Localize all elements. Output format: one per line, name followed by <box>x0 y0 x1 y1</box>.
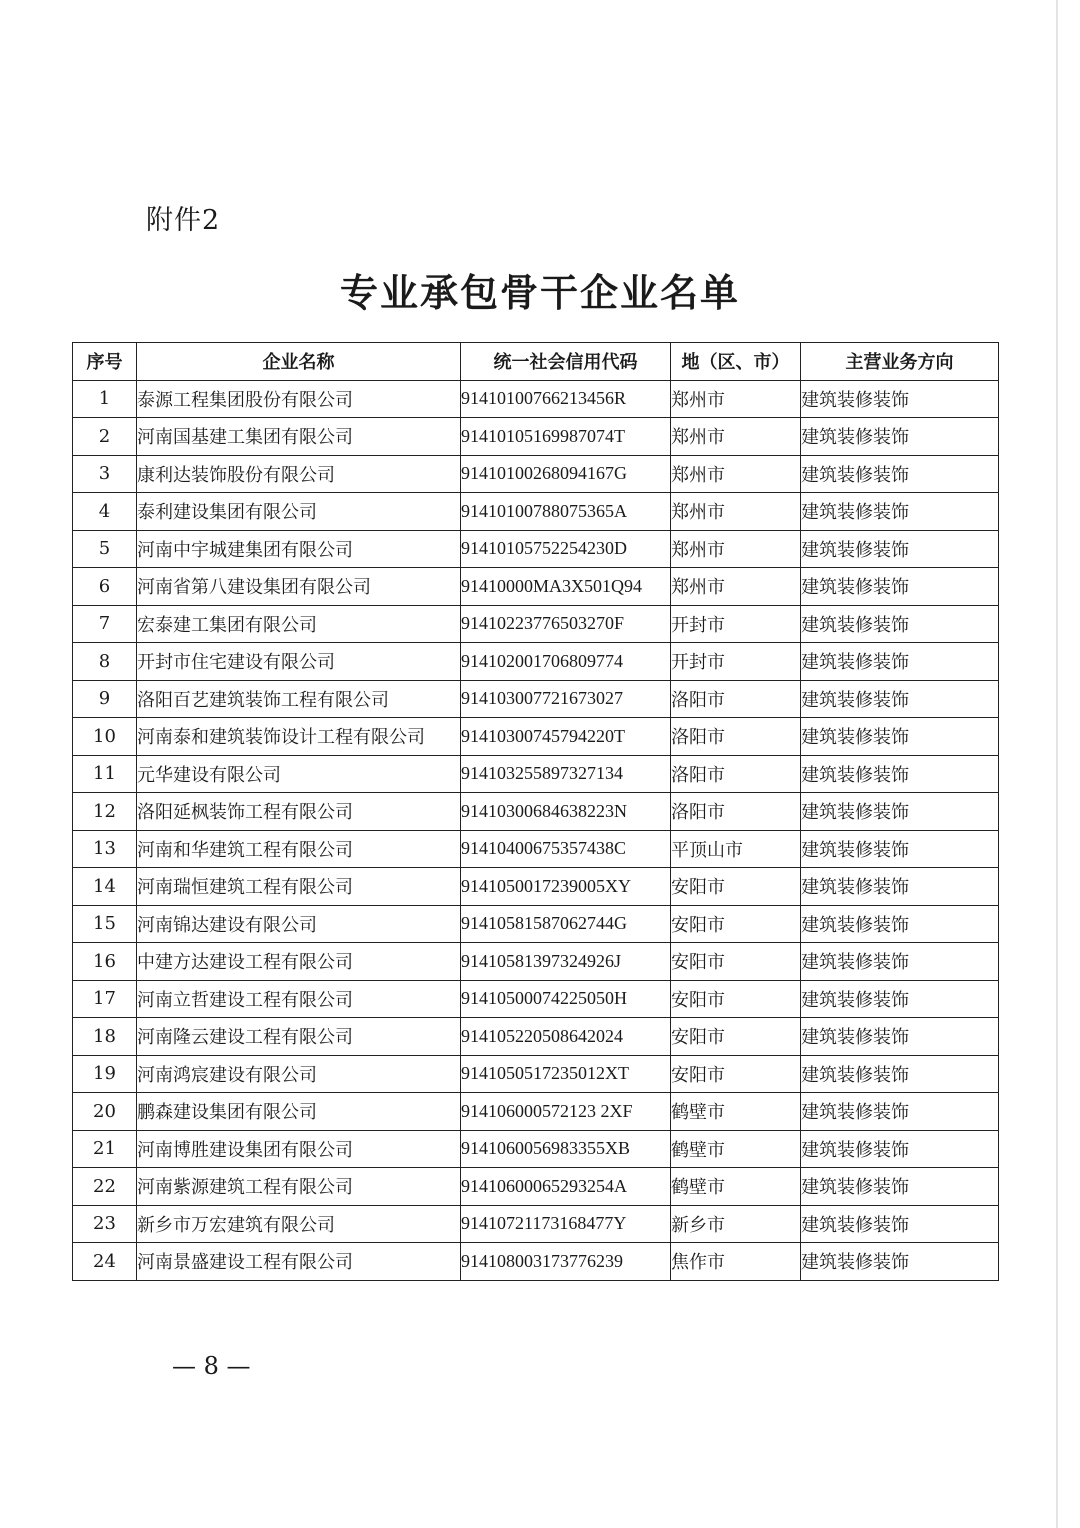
table-row <box>73 1243 999 1281</box>
cell-main-business: 建筑装修装饰 <box>801 530 999 568</box>
table-row <box>73 718 999 756</box>
page-edge-shadow <box>1056 0 1058 1528</box>
cell-main-business: 建筑装修装饰 <box>801 380 999 418</box>
table-row <box>73 980 999 1018</box>
cell-region: 洛阳市 <box>671 680 801 718</box>
cell-company-name: 河南鸿宸建设有限公司 <box>137 1055 461 1093</box>
cell-serial-number: 10 <box>73 718 137 756</box>
cell-main-business: 建筑装修装饰 <box>801 1093 999 1131</box>
cell-credit-code: 91410581397324926J <box>461 943 671 981</box>
cell-region: 焦作市 <box>671 1243 801 1281</box>
cell-company-name: 河南瑞恒建筑工程有限公司 <box>137 868 461 906</box>
cell-main-business: 建筑装修装饰 <box>801 568 999 606</box>
cell-main-business: 建筑装修装饰 <box>801 643 999 681</box>
cell-main-business: 建筑装修装饰 <box>801 793 999 831</box>
cell-company-name: 河南景盛建设工程有限公司 <box>137 1243 461 1281</box>
cell-company-name: 河南中宇城建集团有限公司 <box>137 530 461 568</box>
cell-credit-code: 91410721173168477Y <box>461 1205 671 1243</box>
cell-region: 洛阳市 <box>671 793 801 831</box>
cell-serial-number: 1 <box>73 380 137 418</box>
table-row <box>73 455 999 493</box>
cell-company-name: 开封市住宅建设有限公司 <box>137 643 461 681</box>
header-region: 地（区、市） <box>671 343 801 381</box>
cell-serial-number: 7 <box>73 605 137 643</box>
cell-credit-code: 91410105169987074T <box>461 418 671 456</box>
cell-main-business: 建筑装修装饰 <box>801 493 999 531</box>
cell-serial-number: 15 <box>73 905 137 943</box>
cell-region: 鹤壁市 <box>671 1093 801 1131</box>
cell-credit-code: 91410581587062744G <box>461 905 671 943</box>
cell-serial-number: 3 <box>73 455 137 493</box>
table-row <box>73 493 999 531</box>
cell-region: 新乡市 <box>671 1205 801 1243</box>
cell-credit-code: 91410400675357438C <box>461 830 671 868</box>
cell-company-name: 河南隆云建设工程有限公司 <box>137 1018 461 1056</box>
cell-main-business: 建筑装修装饰 <box>801 1243 999 1281</box>
table-row <box>73 868 999 906</box>
cell-serial-number: 14 <box>73 868 137 906</box>
table-row <box>73 905 999 943</box>
cell-serial-number: 13 <box>73 830 137 868</box>
cell-region: 平顶山市 <box>671 830 801 868</box>
cell-company-name: 泰利建设集团有限公司 <box>137 493 461 531</box>
table-row <box>73 755 999 793</box>
attachment-label: 附件2 <box>146 205 221 236</box>
table-row <box>73 793 999 831</box>
cell-region: 洛阳市 <box>671 755 801 793</box>
table-row <box>73 1205 999 1243</box>
cell-main-business: 建筑装修装饰 <box>801 1168 999 1206</box>
cell-serial-number: 22 <box>73 1168 137 1206</box>
cell-main-business: 建筑装修装饰 <box>801 1205 999 1243</box>
cell-serial-number: 20 <box>73 1093 137 1131</box>
cell-main-business: 建筑装修装饰 <box>801 1018 999 1056</box>
cell-credit-code: 9141050517235012XT <box>461 1055 671 1093</box>
table-row <box>73 1168 999 1206</box>
table-body <box>73 380 999 1280</box>
table-row <box>73 1130 999 1168</box>
cell-serial-number: 18 <box>73 1018 137 1056</box>
table-row <box>73 1055 999 1093</box>
cell-credit-code: 91410300684638223N <box>461 793 671 831</box>
cell-region: 鹤壁市 <box>671 1130 801 1168</box>
cell-credit-code: 914103255897327134 <box>461 755 671 793</box>
cell-company-name: 河南泰和建筑装饰设计工程有限公司 <box>137 718 461 756</box>
cell-main-business: 建筑装修装饰 <box>801 830 999 868</box>
cell-serial-number: 5 <box>73 530 137 568</box>
cell-company-name: 新乡市万宏建筑有限公司 <box>137 1205 461 1243</box>
cell-serial-number: 4 <box>73 493 137 531</box>
cell-main-business: 建筑装修装饰 <box>801 455 999 493</box>
table-row <box>73 380 999 418</box>
cell-region: 郑州市 <box>671 530 801 568</box>
table-row <box>73 530 999 568</box>
cell-company-name: 泰源工程集团股份有限公司 <box>137 380 461 418</box>
cell-credit-code: 91410600065293254A <box>461 1168 671 1206</box>
cell-credit-code: 914108003173776239 <box>461 1243 671 1281</box>
cell-credit-code: 9141050017239005XY <box>461 868 671 906</box>
cell-credit-code: 91410000MA3X501Q94 <box>461 568 671 606</box>
cell-credit-code: 91410100268094167G <box>461 455 671 493</box>
cell-region: 安阳市 <box>671 980 801 1018</box>
cell-credit-code: 91410100788075365A <box>461 493 671 531</box>
cell-region: 郑州市 <box>671 418 801 456</box>
cell-serial-number: 2 <box>73 418 137 456</box>
table-row <box>73 1018 999 1056</box>
cell-serial-number: 9 <box>73 680 137 718</box>
cell-company-name: 鹏森建设集团有限公司 <box>137 1093 461 1131</box>
cell-region: 安阳市 <box>671 1055 801 1093</box>
table-row <box>73 568 999 606</box>
cell-company-name: 中建方达建设工程有限公司 <box>137 943 461 981</box>
cell-serial-number: 16 <box>73 943 137 981</box>
cell-main-business: 建筑装修装饰 <box>801 868 999 906</box>
cell-region: 鹤壁市 <box>671 1168 801 1206</box>
cell-region: 郑州市 <box>671 493 801 531</box>
document-title: 专业承包骨干企业名单 <box>339 270 740 315</box>
cell-credit-code: 9141060056983355XB <box>461 1130 671 1168</box>
cell-main-business: 建筑装修装饰 <box>801 418 999 456</box>
cell-region: 洛阳市 <box>671 718 801 756</box>
cell-credit-code: 914103007721673027 <box>461 680 671 718</box>
cell-credit-code: 914105220508642024 <box>461 1018 671 1056</box>
cell-serial-number: 12 <box>73 793 137 831</box>
table-row <box>73 830 999 868</box>
cell-credit-code: 91410500074225050H <box>461 980 671 1018</box>
cell-main-business: 建筑装修装饰 <box>801 980 999 1018</box>
cell-region: 开封市 <box>671 605 801 643</box>
cell-company-name: 洛阳延枫装饰工程有限公司 <box>137 793 461 831</box>
table-header-row <box>73 343 999 381</box>
cell-region: 郑州市 <box>671 455 801 493</box>
cell-serial-number: 6 <box>73 568 137 606</box>
cell-credit-code: 91410300745794220T <box>461 718 671 756</box>
cell-serial-number: 11 <box>73 755 137 793</box>
cell-main-business: 建筑装修装饰 <box>801 1130 999 1168</box>
cell-serial-number: 17 <box>73 980 137 1018</box>
cell-main-business: 建筑装修装饰 <box>801 943 999 981</box>
cell-region: 安阳市 <box>671 905 801 943</box>
header-credit-code: 统一社会信用代码 <box>461 343 671 381</box>
cell-main-business: 建筑装修装饰 <box>801 605 999 643</box>
cell-company-name: 元华建设有限公司 <box>137 755 461 793</box>
table-row <box>73 605 999 643</box>
cell-company-name: 河南紫源建筑工程有限公司 <box>137 1168 461 1206</box>
cell-region: 安阳市 <box>671 868 801 906</box>
cell-company-name: 河南锦达建设有限公司 <box>137 905 461 943</box>
enterprise-table <box>72 342 999 1281</box>
cell-company-name: 洛阳百艺建筑装饰工程有限公司 <box>137 680 461 718</box>
cell-serial-number: 19 <box>73 1055 137 1093</box>
cell-company-name: 河南博胜建设集团有限公司 <box>137 1130 461 1168</box>
cell-serial-number: 24 <box>73 1243 137 1281</box>
cell-serial-number: 8 <box>73 643 137 681</box>
table-row <box>73 680 999 718</box>
cell-region: 安阳市 <box>671 943 801 981</box>
cell-company-name: 宏泰建工集团有限公司 <box>137 605 461 643</box>
cell-company-name: 河南立哲建设工程有限公司 <box>137 980 461 1018</box>
cell-serial-number: 21 <box>73 1130 137 1168</box>
cell-credit-code: 91410105752254230D <box>461 530 671 568</box>
cell-region: 安阳市 <box>671 1018 801 1056</box>
cell-region: 郑州市 <box>671 380 801 418</box>
cell-credit-code: 914106000572123 2XF <box>461 1093 671 1131</box>
page-number: — 8 — <box>172 1352 251 1380</box>
cell-region: 郑州市 <box>671 568 801 606</box>
cell-company-name: 河南国基建工集团有限公司 <box>137 418 461 456</box>
cell-serial-number: 23 <box>73 1205 137 1243</box>
cell-company-name: 河南省第八建设集团有限公司 <box>137 568 461 606</box>
cell-company-name: 河南和华建筑工程有限公司 <box>137 830 461 868</box>
cell-main-business: 建筑装修装饰 <box>801 755 999 793</box>
cell-region: 开封市 <box>671 643 801 681</box>
header-main-business: 主营业务方向 <box>801 343 999 381</box>
cell-credit-code: 91410100766213456R <box>461 380 671 418</box>
cell-company-name: 康利达装饰股份有限公司 <box>137 455 461 493</box>
cell-credit-code: 91410223776503270F <box>461 605 671 643</box>
cell-credit-code: 914102001706809774 <box>461 643 671 681</box>
header-company-name: 企业名称 <box>137 343 461 381</box>
cell-main-business: 建筑装修装饰 <box>801 680 999 718</box>
table-row <box>73 418 999 456</box>
cell-main-business: 建筑装修装饰 <box>801 718 999 756</box>
table-row <box>73 943 999 981</box>
table-row <box>73 643 999 681</box>
cell-main-business: 建筑装修装饰 <box>801 1055 999 1093</box>
table-row <box>73 1093 999 1131</box>
cell-main-business: 建筑装修装饰 <box>801 905 999 943</box>
header-serial-number: 序号 <box>73 343 137 381</box>
